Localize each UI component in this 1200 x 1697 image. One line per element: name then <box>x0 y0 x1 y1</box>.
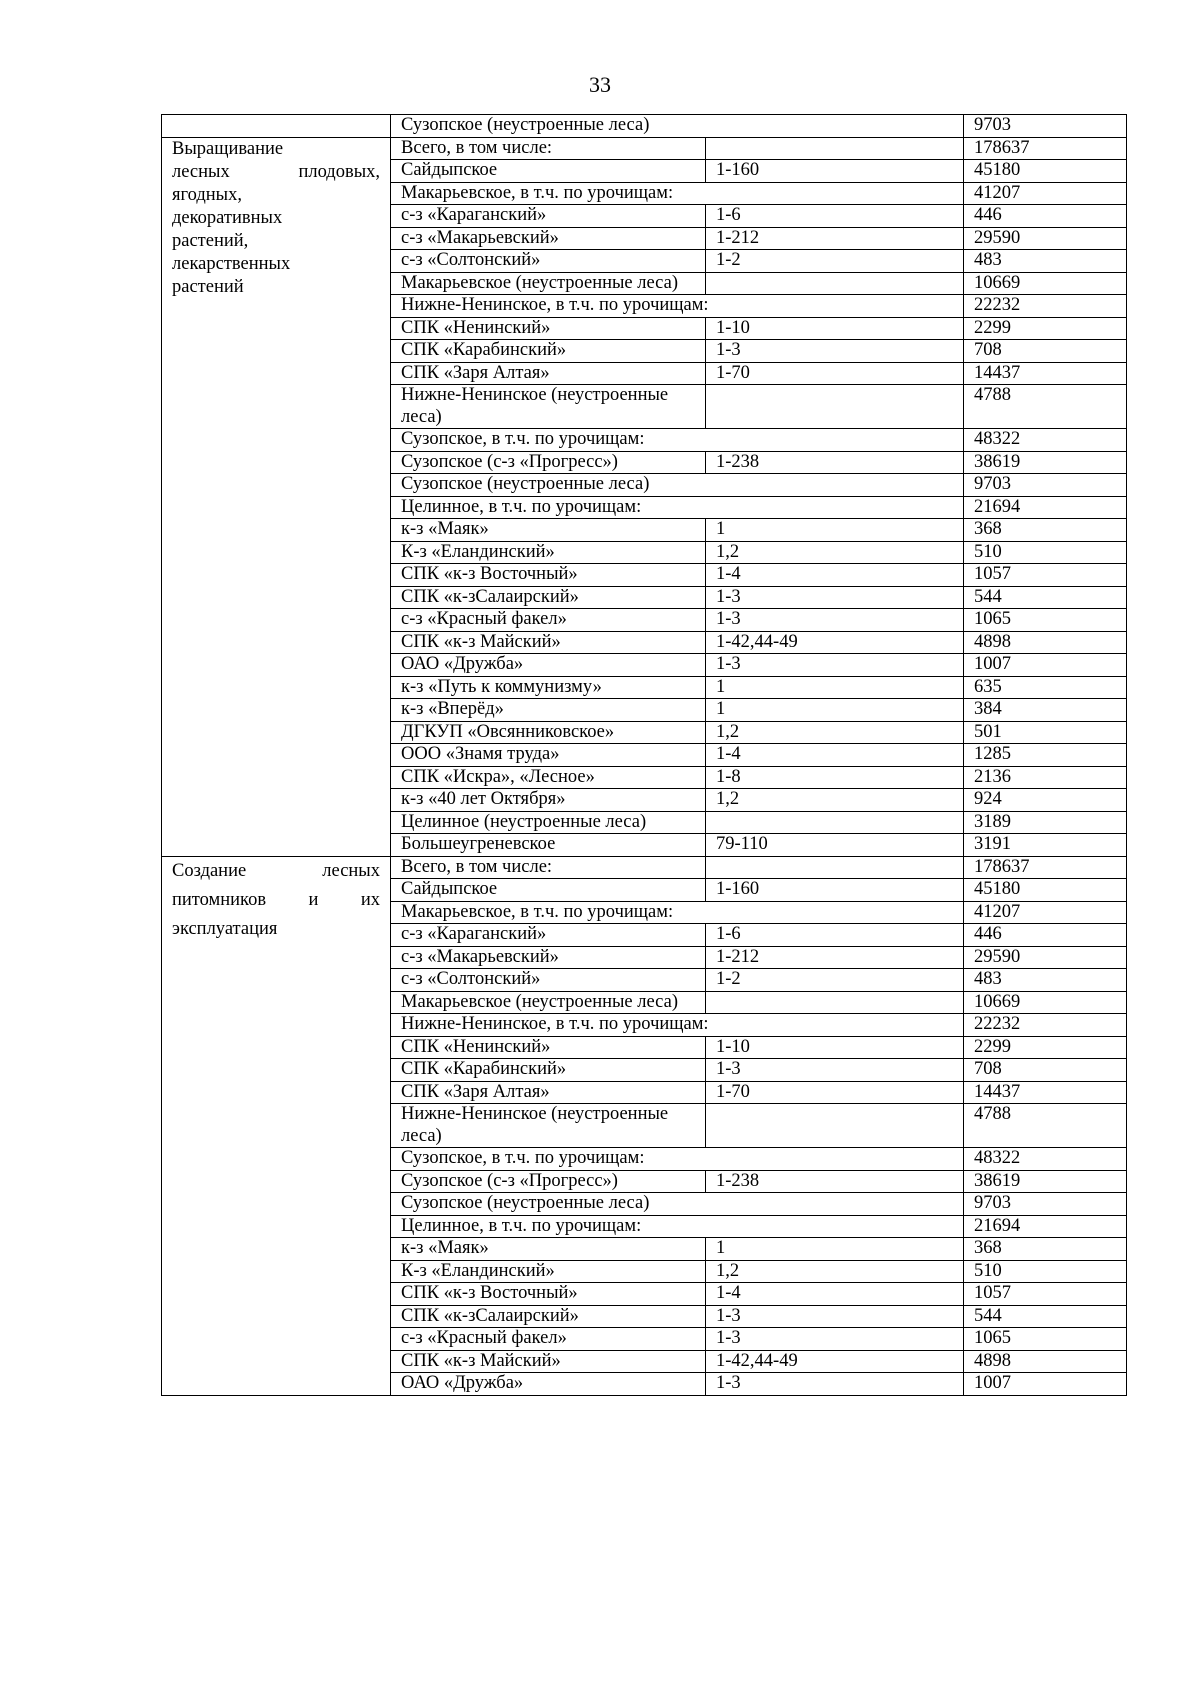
area-cell: 9703 <box>964 474 1127 497</box>
territory-name-cell: Макарьевское, в т.ч. по урочищам: <box>391 901 964 924</box>
territory-name-cell: с-з «Караганский» <box>391 205 706 228</box>
territory-name-cell: с-з «Макарьевский» <box>391 946 706 969</box>
territory-name-cell: Сузопское, в т.ч. по урочищам: <box>391 1148 964 1171</box>
territory-name-cell: Нижне-Ненинское (неустроенные леса) <box>391 1104 706 1148</box>
area-cell: 10669 <box>964 991 1127 1014</box>
quarter-numbers-cell: 1-3 <box>706 654 964 677</box>
territory-name-cell: Нижне-Ненинское, в т.ч. по урочищам: <box>391 1014 964 1037</box>
quarter-numbers-cell: 1,2 <box>706 721 964 744</box>
area-cell: 708 <box>964 340 1127 363</box>
territory-name-cell: с-з «Солтонский» <box>391 969 706 992</box>
territory-name-cell: Сузопское (неустроенные леса) <box>391 474 964 497</box>
area-cell: 45180 <box>964 879 1127 902</box>
quarter-numbers-cell: 1-238 <box>706 1170 964 1193</box>
territory-name-cell: СПК «Ненинский» <box>391 1036 706 1059</box>
area-cell: 1007 <box>964 1373 1127 1396</box>
quarter-numbers-cell <box>706 1104 964 1148</box>
area-cell: 501 <box>964 721 1127 744</box>
area-cell: 2136 <box>964 766 1127 789</box>
territory-name-cell: с-з «Красный факел» <box>391 609 706 632</box>
quarter-numbers-cell: 1 <box>706 519 964 542</box>
territory-name-cell: СПК «Ненинский» <box>391 317 706 340</box>
territory-name-cell: Сузопское, в т.ч. по урочищам: <box>391 429 964 452</box>
territory-name-cell: СПК «Карабинский» <box>391 340 706 363</box>
activity-cell <box>162 115 391 138</box>
area-cell: 544 <box>964 1305 1127 1328</box>
table-row <box>162 856 1127 879</box>
area-cell: 1057 <box>964 1283 1127 1306</box>
quarter-numbers-cell: 1-212 <box>706 227 964 250</box>
territory-name-cell: ОАО «Дружба» <box>391 1373 706 1396</box>
quarter-numbers-cell: 1-4 <box>706 1283 964 1306</box>
area-cell: 41207 <box>964 182 1127 205</box>
activity-line: ягодных, <box>172 184 242 205</box>
area-cell: 178637 <box>964 856 1127 879</box>
table-row <box>162 115 1127 138</box>
forestry-table <box>161 114 1127 1396</box>
activity-line: лекарственных <box>172 253 291 274</box>
territory-name-cell: с-з «Макарьевский» <box>391 227 706 250</box>
area-cell: 1065 <box>964 1328 1127 1351</box>
territory-name-cell: Макарьевское (неустроенные леса) <box>391 272 706 295</box>
quarter-numbers-cell: 1-4 <box>706 564 964 587</box>
area-cell: 2299 <box>964 1036 1127 1059</box>
activity-cell <box>162 856 391 1395</box>
area-cell: 483 <box>964 969 1127 992</box>
area-cell: 2299 <box>964 317 1127 340</box>
quarter-numbers-cell: 1-160 <box>706 879 964 902</box>
area-cell: 368 <box>964 519 1127 542</box>
area-cell: 1007 <box>964 654 1127 677</box>
activity-line: лесных плодовых, <box>172 161 380 182</box>
quarter-numbers-cell <box>706 137 964 160</box>
quarter-numbers-cell: 1 <box>706 699 964 722</box>
table-row <box>162 137 1127 160</box>
area-cell: 446 <box>964 205 1127 228</box>
quarter-numbers-cell: 1,2 <box>706 1260 964 1283</box>
territory-name-cell: с-з «Красный факел» <box>391 1328 706 1351</box>
area-cell: 21694 <box>964 1215 1127 1238</box>
territory-name-cell: к-з «Путь к коммунизму» <box>391 676 706 699</box>
quarter-numbers-cell: 1-4 <box>706 744 964 767</box>
territory-name-cell: Целинное (неустроенные леса) <box>391 811 706 834</box>
quarter-numbers-cell: 1-3 <box>706 586 964 609</box>
area-cell: 384 <box>964 699 1127 722</box>
territory-name-cell: с-з «Караганский» <box>391 924 706 947</box>
area-cell: 1057 <box>964 564 1127 587</box>
quarter-numbers-cell: 1-2 <box>706 250 964 273</box>
territory-name-cell: к-з «40 лет Октября» <box>391 789 706 812</box>
quarter-numbers-cell: 1-42,44-49 <box>706 1350 964 1373</box>
area-cell: 22232 <box>964 1014 1127 1037</box>
territory-name-cell: Целинное, в т.ч. по урочищам: <box>391 1215 964 1238</box>
territory-name-cell: ООО «Знамя труда» <box>391 744 706 767</box>
quarter-numbers-cell: 1-3 <box>706 1373 964 1396</box>
territory-name-cell: ДГКУП «Овсянниковское» <box>391 721 706 744</box>
quarter-numbers-cell: 1-6 <box>706 924 964 947</box>
territory-name-cell: К-з «Еландинский» <box>391 541 706 564</box>
area-cell: 1285 <box>964 744 1127 767</box>
territory-name-cell: с-з «Солтонский» <box>391 250 706 273</box>
territory-name-cell: к-з «Маяк» <box>391 519 706 542</box>
territory-name-cell: Целинное, в т.ч. по урочищам: <box>391 496 964 519</box>
quarter-numbers-cell: 1-10 <box>706 1036 964 1059</box>
area-cell: 41207 <box>964 901 1127 924</box>
area-cell: 4788 <box>964 385 1127 429</box>
quarter-numbers-cell: 1-3 <box>706 1305 964 1328</box>
area-cell: 446 <box>964 924 1127 947</box>
activity-line: питомников и их <box>172 889 380 910</box>
area-cell: 178637 <box>964 137 1127 160</box>
territory-name-cell: Всего, в том числе: <box>391 137 706 160</box>
territory-name-cell: Большеугреневское <box>391 834 706 857</box>
area-cell: 510 <box>964 1260 1127 1283</box>
area-cell: 10669 <box>964 272 1127 295</box>
quarter-numbers-cell: 1-212 <box>706 946 964 969</box>
area-cell: 14437 <box>964 1081 1127 1104</box>
territory-name-cell: Сузопское (с-з «Прогресс») <box>391 1170 706 1193</box>
area-cell: 48322 <box>964 1148 1127 1171</box>
territory-name-cell: СПК «Искра», «Лесное» <box>391 766 706 789</box>
area-cell: 544 <box>964 586 1127 609</box>
territory-name-cell: СПК «к-з Восточный» <box>391 1283 706 1306</box>
quarter-numbers-cell: 1-238 <box>706 451 964 474</box>
quarter-numbers-cell: 1-3 <box>706 609 964 632</box>
territory-name-cell: Сузопское (неустроенные леса) <box>391 1193 964 1216</box>
territory-name-cell: СПК «Заря Алтая» <box>391 1081 706 1104</box>
page-number: 33 <box>589 72 611 97</box>
activity-line: декоративных <box>172 207 283 228</box>
territory-name-cell: ОАО «Дружба» <box>391 654 706 677</box>
area-cell: 635 <box>964 676 1127 699</box>
area-cell: 924 <box>964 789 1127 812</box>
territory-name-cell: СПК «к-з Восточный» <box>391 564 706 587</box>
quarter-numbers-cell: 1,2 <box>706 789 964 812</box>
area-cell: 9703 <box>964 115 1127 138</box>
territory-name-cell: СПК «Заря Алтая» <box>391 362 706 385</box>
area-cell: 14437 <box>964 362 1127 385</box>
table-body <box>162 115 1127 1396</box>
quarter-numbers-cell <box>706 272 964 295</box>
territory-name-cell: Сайдыпское <box>391 879 706 902</box>
area-cell: 708 <box>964 1059 1127 1082</box>
area-cell: 483 <box>964 250 1127 273</box>
activity-line: Создание лесных <box>172 860 380 881</box>
area-cell: 29590 <box>964 227 1127 250</box>
quarter-numbers-cell: 1-3 <box>706 1328 964 1351</box>
area-cell: 9703 <box>964 1193 1127 1216</box>
quarter-numbers-cell: 1,2 <box>706 541 964 564</box>
area-cell: 21694 <box>964 496 1127 519</box>
quarter-numbers-cell: 1-160 <box>706 160 964 183</box>
quarter-numbers-cell: 1-10 <box>706 317 964 340</box>
quarter-numbers-cell: 79-110 <box>706 834 964 857</box>
territory-name-cell: К-з «Еландинский» <box>391 1260 706 1283</box>
area-cell: 1065 <box>964 609 1127 632</box>
quarter-numbers-cell <box>706 991 964 1014</box>
quarter-numbers-cell: 1 <box>706 1238 964 1261</box>
quarter-numbers-cell: 1-70 <box>706 1081 964 1104</box>
area-cell: 22232 <box>964 295 1127 318</box>
territory-name-cell: Нижне-Ненинское (неустроенные леса) <box>391 385 706 429</box>
territory-name-cell: Макарьевское, в т.ч. по урочищам: <box>391 182 964 205</box>
activity-line: растений, <box>172 230 249 251</box>
quarter-numbers-cell: 1-3 <box>706 340 964 363</box>
area-cell: 48322 <box>964 429 1127 452</box>
territory-name-cell: СПК «к-зСалаирский» <box>391 586 706 609</box>
quarter-numbers-cell: 1-42,44-49 <box>706 631 964 654</box>
activity-line: Выращивание <box>172 138 284 159</box>
area-cell: 3189 <box>964 811 1127 834</box>
area-cell: 3191 <box>964 834 1127 857</box>
area-cell: 4898 <box>964 1350 1127 1373</box>
quarter-numbers-cell: 1 <box>706 676 964 699</box>
activity-cell <box>162 137 391 856</box>
territory-name-cell: Сайдыпское <box>391 160 706 183</box>
territory-name-cell: СПК «к-зСалаирский» <box>391 1305 706 1328</box>
territory-name-cell: к-з «Маяк» <box>391 1238 706 1261</box>
area-cell: 4788 <box>964 1104 1127 1148</box>
area-cell: 29590 <box>964 946 1127 969</box>
area-cell: 368 <box>964 1238 1127 1261</box>
activity-line: эксплуатация <box>172 918 278 939</box>
area-cell: 45180 <box>964 160 1127 183</box>
area-cell: 38619 <box>964 1170 1127 1193</box>
territory-name-cell: к-з «Вперёд» <box>391 699 706 722</box>
territory-name-cell: Нижне-Ненинское, в т.ч. по урочищам: <box>391 295 964 318</box>
quarter-numbers-cell: 1-70 <box>706 362 964 385</box>
quarter-numbers-cell <box>706 856 964 879</box>
area-cell: 38619 <box>964 451 1127 474</box>
activity-line: растений <box>172 276 244 297</box>
quarter-numbers-cell: 1-8 <box>706 766 964 789</box>
quarter-numbers-cell <box>706 385 964 429</box>
area-cell: 510 <box>964 541 1127 564</box>
territory-name-cell: СПК «к-з Майский» <box>391 1350 706 1373</box>
territory-name-cell: СПК «Карабинский» <box>391 1059 706 1082</box>
quarter-numbers-cell: 1-3 <box>706 1059 964 1082</box>
area-cell: 4898 <box>964 631 1127 654</box>
territory-name-cell: Всего, в том числе: <box>391 856 706 879</box>
quarter-numbers-cell: 1-2 <box>706 969 964 992</box>
territory-name-cell: Макарьевское (неустроенные леса) <box>391 991 706 1014</box>
territory-name-cell: Сузопское (с-з «Прогресс») <box>391 451 706 474</box>
quarter-numbers-cell: 1-6 <box>706 205 964 228</box>
territory-name-cell: СПК «к-з Майский» <box>391 631 706 654</box>
territory-name-cell: Сузопское (неустроенные леса) <box>391 115 964 138</box>
quarter-numbers-cell <box>706 811 964 834</box>
